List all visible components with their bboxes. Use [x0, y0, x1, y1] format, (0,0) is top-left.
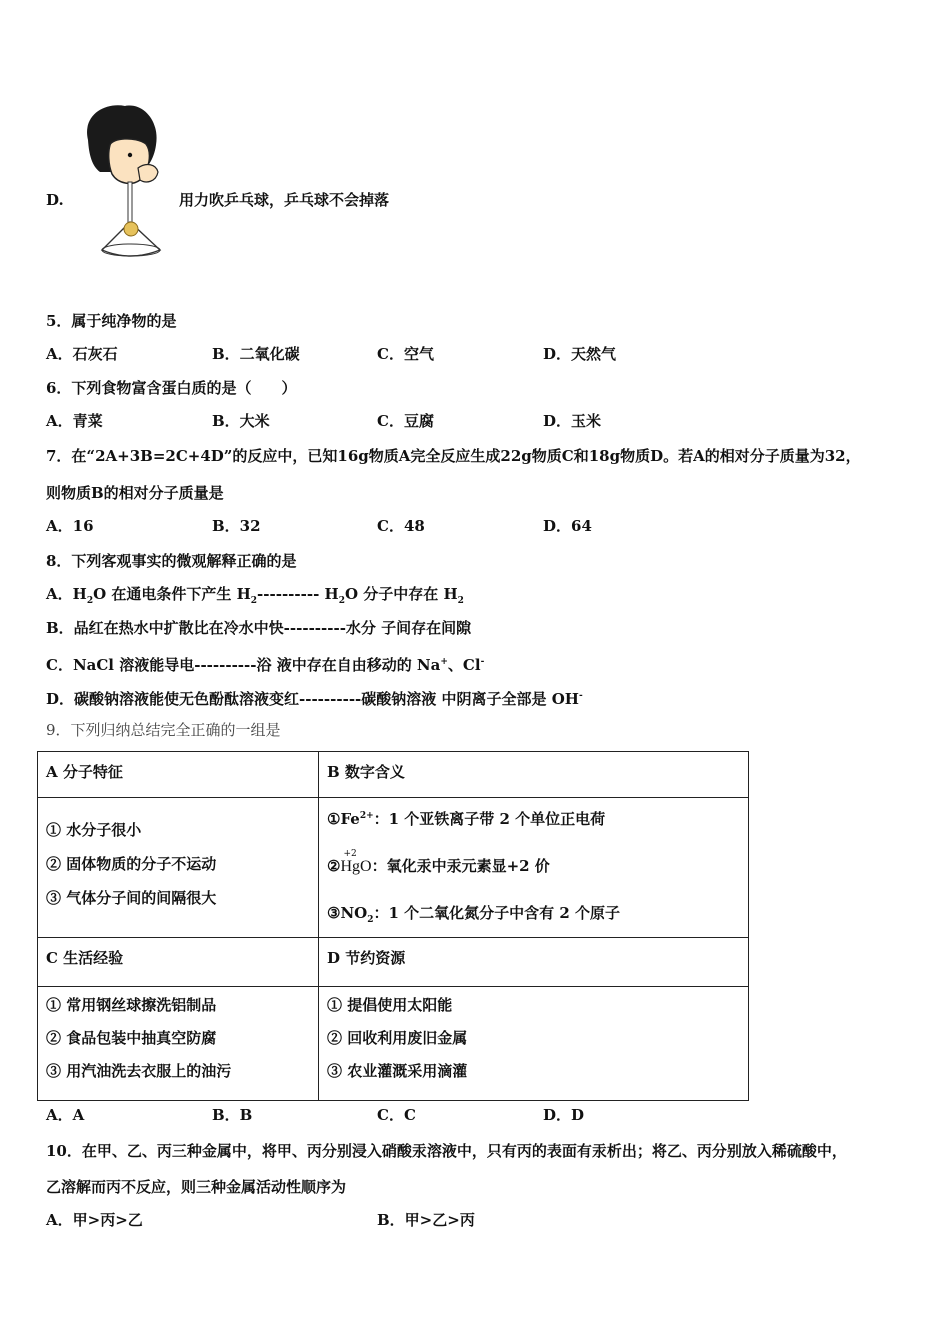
c-item: ① 常用钢丝球擦洗铝制品	[46, 996, 217, 1014]
q7-option-d[interactable]: D．64	[543, 517, 592, 535]
b-hgo-num: ②	[327, 857, 341, 875]
q8-option-d[interactable]	[46, 686, 583, 709]
q8-c-sup: -	[480, 657, 485, 667]
q4-option-d-label: D.	[46, 191, 64, 209]
q8-d-sup: -	[578, 691, 583, 701]
b-item-no2	[327, 903, 740, 930]
q8-c-part: C．NaCl 溶液能导电----------浴 液中存在自由移动的 Na	[46, 656, 441, 674]
b-no2-sub: 2	[367, 915, 374, 925]
q6-option-a[interactable]: A．青菜	[46, 412, 103, 430]
q10-option-a[interactable]: A．甲>丙>乙	[46, 1211, 143, 1229]
c-item: ③ 用汽油洗去衣服上的油污	[46, 1062, 232, 1080]
q7-stem-line2: 则物质B的相对分子质量是	[46, 484, 224, 502]
q8-d-part: D．碳酸钠溶液能使无色酚酞溶液变红----------碳酸钠溶液 中阴离子全部是 OH	[46, 690, 579, 708]
q5-option-c[interactable]: C．空气	[377, 345, 434, 363]
a-item: ③ 气体分子间的间隔很大	[46, 889, 217, 907]
q6-option-c[interactable]: C．豆腐	[377, 412, 434, 430]
boy-hand	[138, 165, 158, 182]
q4-option-d-text: 用力吹乒乓球，乒乓球不会掉落	[179, 191, 390, 209]
q10-stem-line2: 乙溶解而丙不反应，则三种金属活动性顺序为	[46, 1178, 347, 1196]
q5-stem: 5．属于纯净物的是	[46, 312, 177, 330]
q7-option-a[interactable]: A．16	[46, 517, 94, 535]
q9-option-a[interactable]: A．A	[46, 1106, 85, 1124]
q8-a-part: O 分子中存在 H	[344, 585, 458, 603]
b-fe-text: ：1 个亚铁离子带 2 个单位正电荷	[373, 810, 606, 828]
q9-number: 9．	[46, 721, 71, 739]
cell-a-body	[38, 798, 319, 938]
hgo-formula	[340, 849, 372, 877]
q8-a-part: H	[72, 585, 87, 603]
ping-pong-ball	[124, 222, 138, 236]
hg-valence: +2	[343, 849, 357, 859]
q9-stem	[46, 720, 281, 740]
cell-b-head: B 数字含义	[319, 752, 749, 798]
q6-stem: 6．下列食物富含蛋白质的是（ ）	[46, 379, 297, 397]
q10-option-b[interactable]: B．甲>乙>丙	[377, 1211, 475, 1229]
q8-a-part: O 在通电条件下产生 H	[93, 585, 251, 603]
q8-c-part: 、Cl	[447, 656, 481, 674]
q8-a-label: A．	[46, 585, 73, 603]
b-hgo-text: ：氧化汞中汞元素显+2 价	[371, 857, 550, 875]
cell-c-head: C 生活经验	[38, 938, 319, 987]
b-no2: ③NO	[327, 904, 368, 922]
q8-a-sub: 2	[338, 596, 345, 606]
cell-c-body	[38, 987, 319, 1101]
d-item: ① 提倡使用太阳能	[327, 996, 453, 1014]
q9-option-b[interactable]: B．B	[212, 1106, 253, 1124]
q8-option-a[interactable]	[46, 584, 464, 611]
q9-option-d[interactable]: D．D	[543, 1106, 585, 1124]
q8-option-c[interactable]	[46, 652, 484, 675]
q5-option-b[interactable]: B．二氧化碳	[212, 345, 300, 363]
b-no2-text: ：1 个二氧化氮分子中含有 2 个原子	[373, 904, 621, 922]
d-item: ② 回收利用废旧金属	[327, 1029, 468, 1047]
q10-stem-line1: 10．在甲、乙、丙三种金属中，将甲、丙分别浸入硝酸汞溶液中，只有丙的表面有汞析出；将乙、丙分别放入稀硫酸中，	[46, 1142, 847, 1160]
b-item-fe	[327, 806, 740, 829]
q9-stem-text: 下列归纳总结完全正确的一组是	[70, 721, 281, 739]
q7-option-b[interactable]: B．32	[212, 517, 261, 535]
q8-c-sup: +	[440, 657, 448, 667]
q8-option-b[interactable]: B．品红在热水中扩散比在冷水中快----------水分 子间存在间隙	[46, 619, 472, 637]
b-fe-charge: 2+	[359, 811, 374, 821]
q7-stem-line1: 7．在“2A+3B=2C+4D”的反应中，已知16g物质A完全反应生成22g物质C和18g物质D。若A的相对分子质量为32，	[46, 447, 861, 465]
q8-a-sub: 2	[457, 596, 464, 606]
a-item: ① 水分子很小	[46, 821, 142, 839]
b-item-hgo	[327, 849, 740, 877]
a-item: ② 固体物质的分子不运动	[46, 855, 217, 873]
q8-a-sub: 2	[86, 596, 94, 606]
d-item: ③ 农业灌溉采用滴灌	[327, 1062, 468, 1080]
cell-d-body	[319, 987, 749, 1101]
q6-option-b[interactable]: B．大米	[212, 412, 270, 430]
q9-summary-table	[37, 751, 749, 1101]
q8-stem: 8．下列客观事实的微观解释正确的是	[46, 552, 297, 570]
cell-b-body	[319, 798, 749, 938]
blowing-ping-pong-illustration	[80, 100, 170, 265]
q9-option-c[interactable]: C．C	[377, 1106, 416, 1124]
hgo-symbol: HgO	[340, 858, 372, 875]
q5-option-d[interactable]: D．天然气	[543, 345, 617, 363]
q8-a-sub: 2	[250, 596, 258, 606]
q8-a-part: ---------- H	[257, 585, 339, 603]
b-fe: ①Fe	[327, 810, 360, 828]
cell-d-head: D 节约资源	[319, 938, 749, 987]
q5-option-a[interactable]: A．石灰石	[46, 345, 118, 363]
q6-option-d[interactable]: D．玉米	[543, 412, 602, 430]
funnel-tube	[128, 182, 132, 224]
boy-eye	[128, 153, 132, 157]
cell-a-head: A 分子特征	[38, 752, 319, 798]
q7-option-c[interactable]: C．48	[377, 517, 425, 535]
c-item: ② 食品包装中抽真空防腐	[46, 1029, 217, 1047]
